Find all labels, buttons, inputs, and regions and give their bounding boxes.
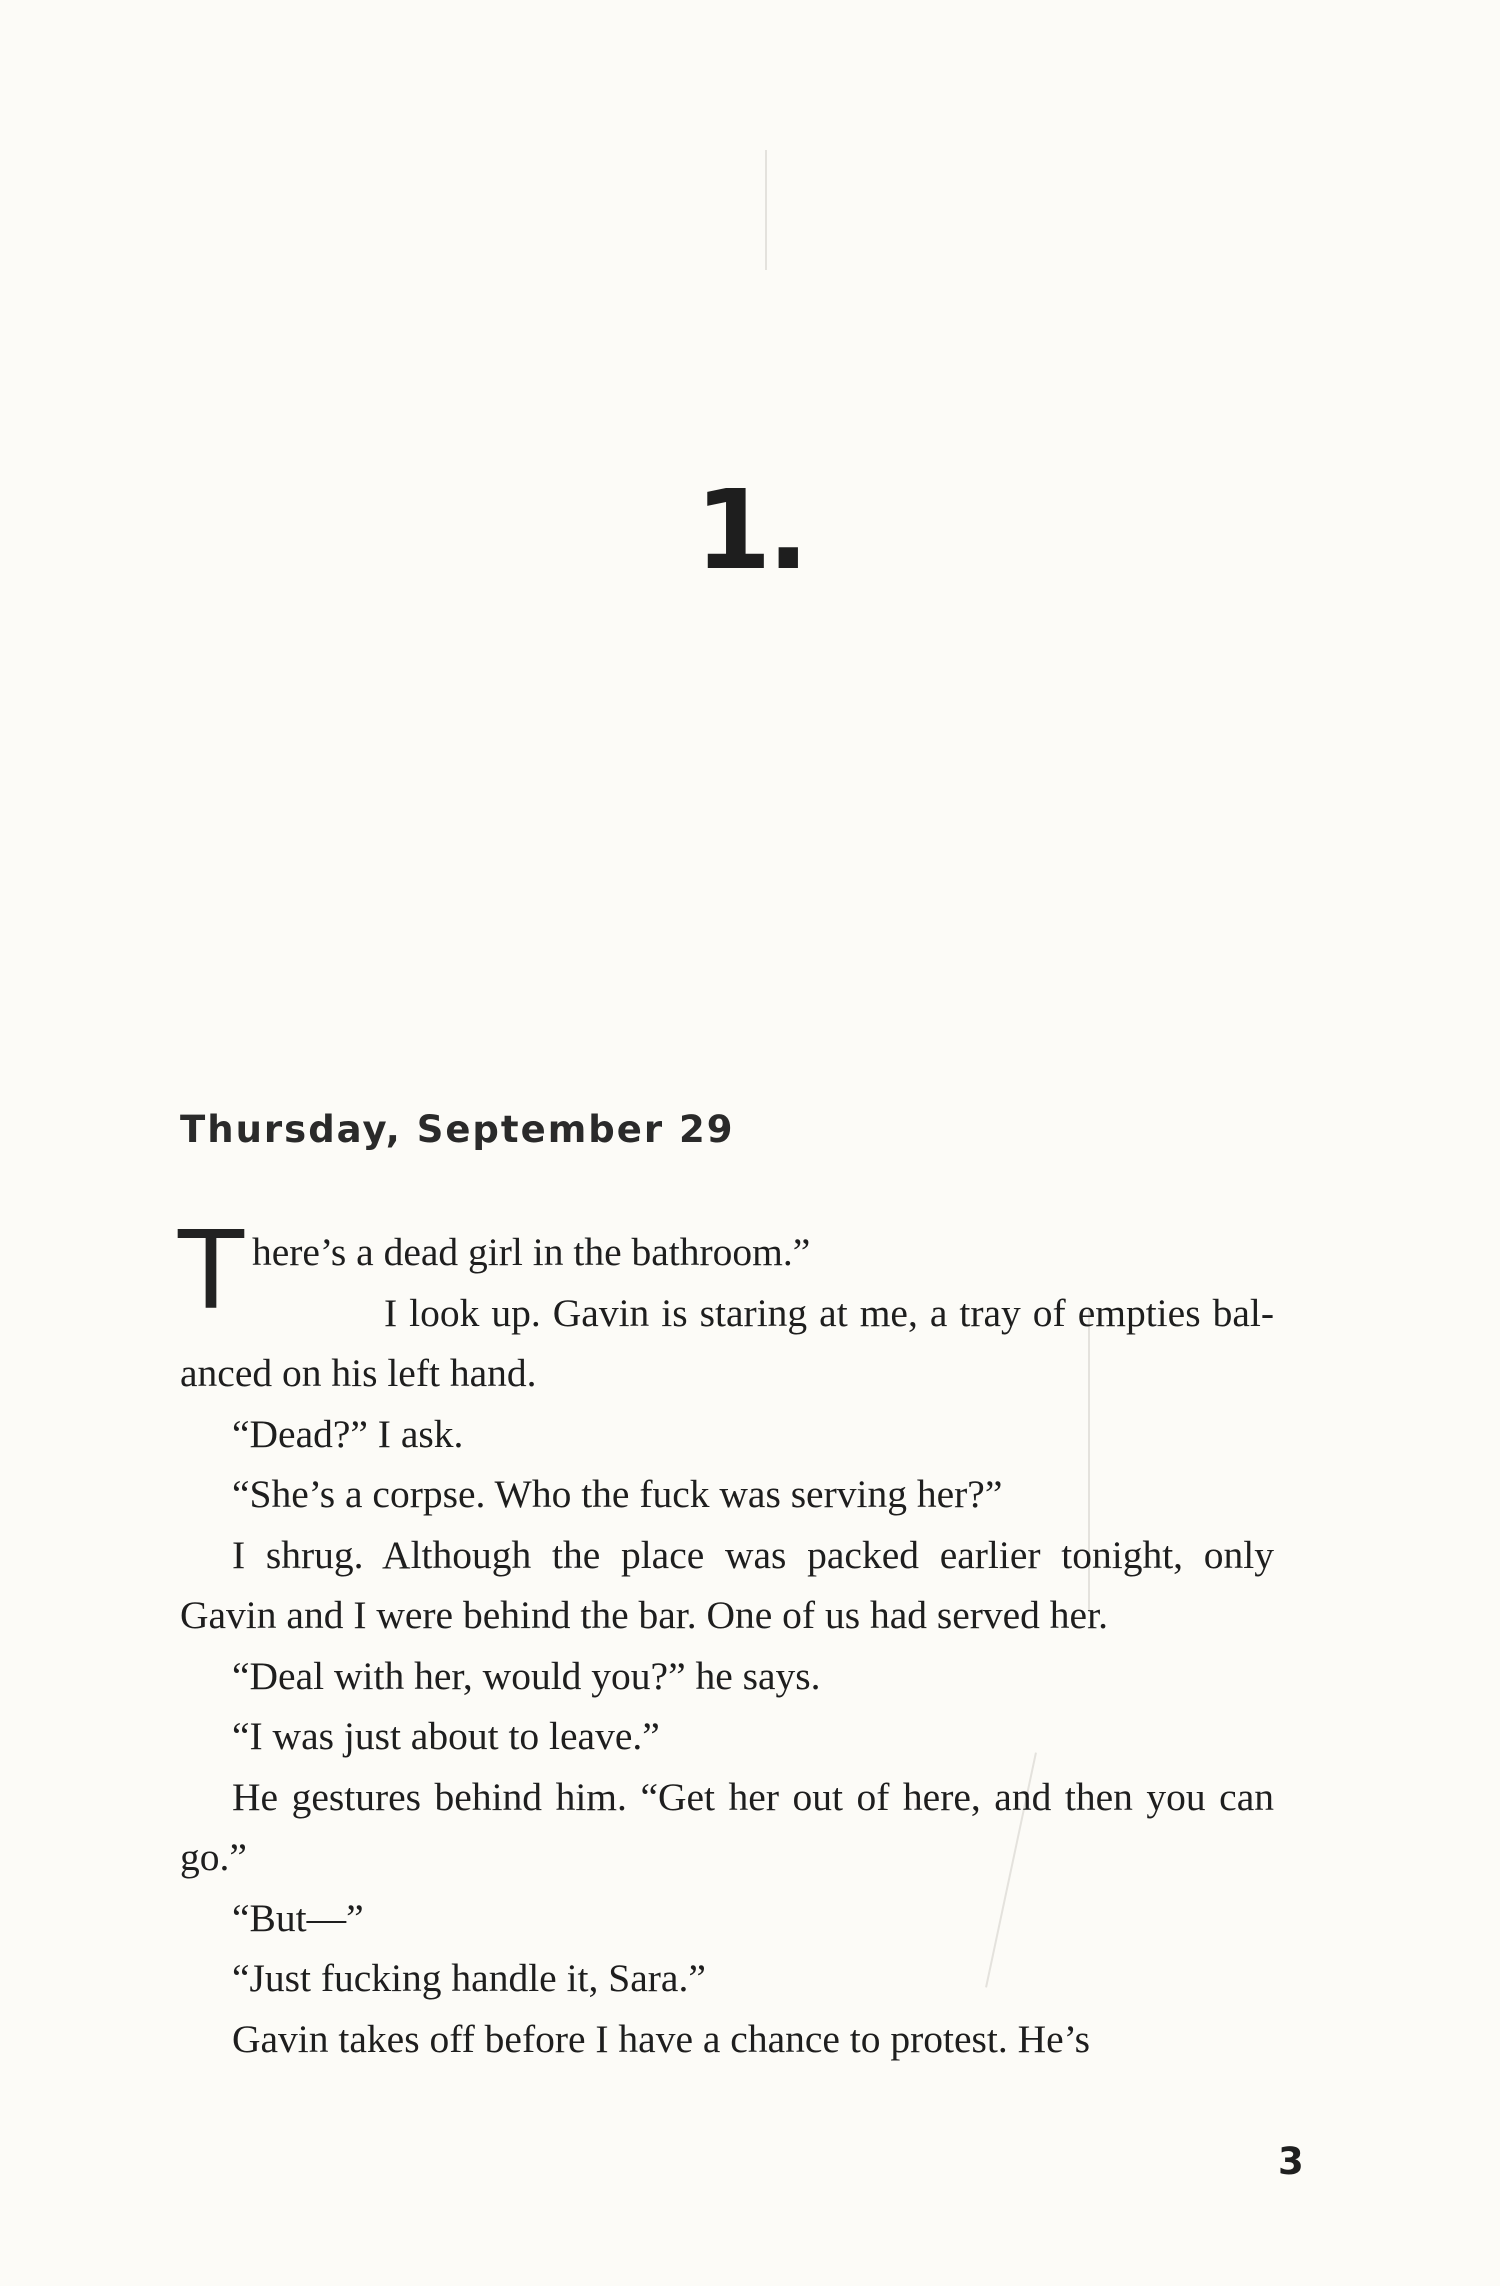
- paragraph: I shrug. Although the place was packed earlier tonight, only Gavin and I were behind the bar. One of us had served her.: [180, 1532, 1274, 1637]
- chapter-number: 1.: [694, 466, 806, 594]
- paragraph: “I was just about to leave.”: [232, 1714, 660, 1758]
- paragraph: “But—”: [232, 1895, 364, 1940]
- drop-cap: T: [178, 1209, 244, 1334]
- paragraph-text: here’s a dead girl in the bathroom.”: [251, 1230, 811, 1274]
- paragraph: “She’s a corpse. Who the fuck was serving her?”: [232, 1472, 1003, 1516]
- paragraph: “Deal with her, would you?” he says.: [232, 1653, 821, 1698]
- body-text: [178, 1209, 1274, 2069]
- paragraph: “Dead?” I ask.: [232, 1411, 464, 1456]
- paragraph: “Just fucking handle it, Sara.”: [232, 1956, 706, 2000]
- paragraph: Gavin takes off before I have a chance to protest. He’s: [232, 2016, 1091, 2061]
- page-number: 3: [1278, 2140, 1304, 2183]
- paragraph: I look up. Gavin is staring at me, a tray of empties balanced on his left hand.: [180, 1290, 1274, 1395]
- paragraph: He gestures behind him. “Get her out of here, and then you can go.”: [180, 1774, 1274, 1879]
- paragraph: [178, 1209, 1274, 1334]
- chapter-date-heading: Thursday, September 29: [180, 1108, 735, 1151]
- scan-crease-mark: [765, 150, 767, 270]
